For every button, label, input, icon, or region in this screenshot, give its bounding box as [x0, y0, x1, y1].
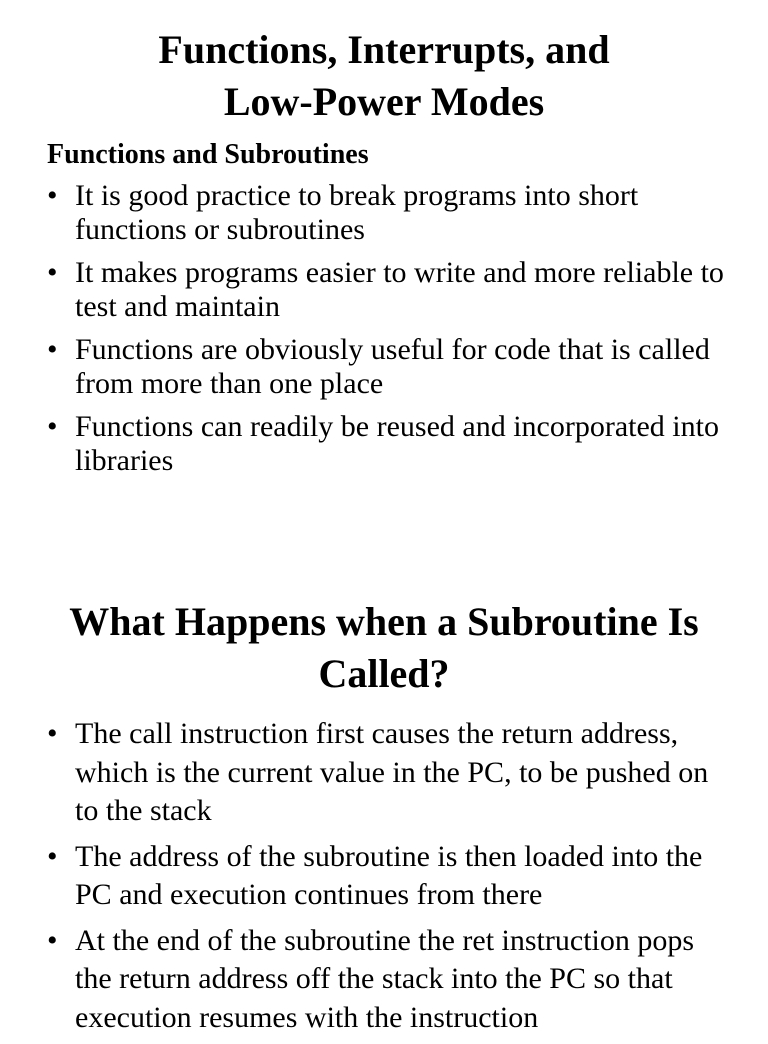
bullet-text: The address of the subroutine is then loaded into the PC and execution continues from there [75, 839, 703, 911]
bullet-list [0, 715, 768, 1044]
slide-title [0, 0, 768, 128]
title-line-1: Functions, Interrupts, and [158, 27, 610, 72]
bullet-icon: • [47, 256, 58, 289]
bullet-icon: • [47, 923, 58, 957]
bullet-icon: • [47, 717, 58, 750]
bullet-text: Functions can readily be reused and incorporated into libraries [75, 410, 719, 477]
bullet-text: Functions are obviously useful for code that is called from more than one place [75, 333, 710, 400]
bullet-item [0, 179, 768, 247]
bullet-list [0, 179, 768, 487]
bullet-icon: • [47, 410, 58, 443]
bullet-item [0, 838, 768, 915]
bullet-item [0, 922, 768, 1038]
bullet-item [0, 256, 768, 324]
slide-functions-interrupts [0, 0, 768, 477]
slide-subroutine-call [0, 596, 768, 1034]
bullet-icon: • [47, 333, 58, 366]
section-subheading: Functions and Subroutines [47, 139, 369, 170]
title-line-2: Low-Power Modes [223, 79, 545, 124]
title-line-1: What Happens when a Subroutine Is [69, 599, 699, 644]
title-line-2: Called? [318, 651, 450, 696]
bullet-item [0, 410, 768, 478]
bullet-item [0, 333, 768, 401]
slide-title [0, 596, 768, 700]
bullet-text: It makes programs easier to write and more reliable to test and maintain [75, 256, 724, 323]
bullet-icon: • [47, 179, 58, 212]
bullet-text: It is good practice to break programs into short functions or subroutines [75, 179, 639, 246]
bullet-item [0, 715, 768, 831]
bullet-text: The call instruction first causes the return address, which is the current value in the PC, to be pushed on to the stack [75, 717, 709, 827]
bullet-icon: • [47, 839, 58, 873]
bullet-text: At the end of the subroutine the ret instruction pops the return address off the stack into the PC so that execution resumes with the instruction [75, 923, 695, 1034]
